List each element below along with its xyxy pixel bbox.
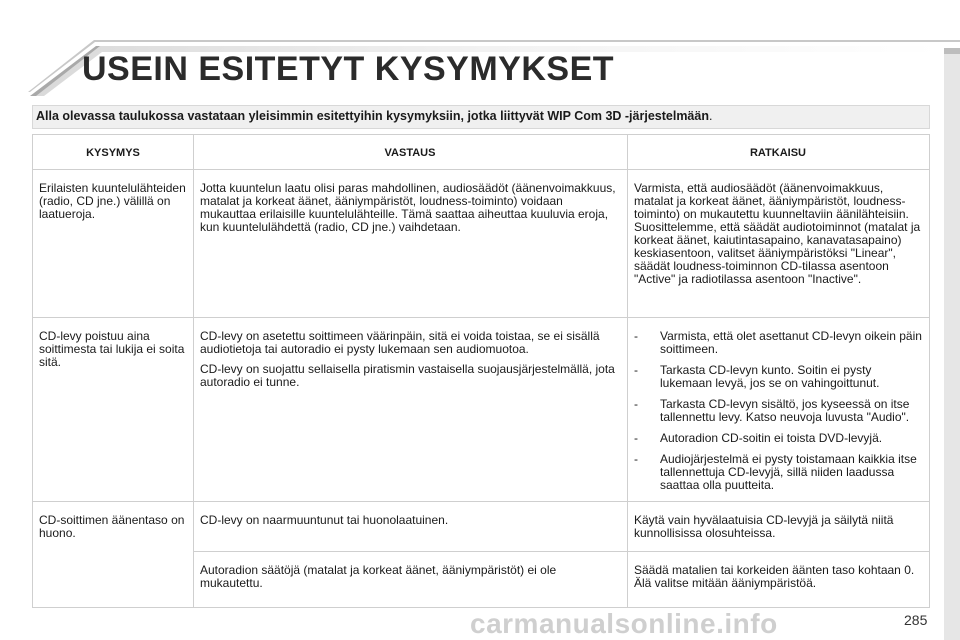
row-divider [33, 501, 929, 502]
answer-paragraph: CD-levy on suojattu sellaisella piratismin vastaisella suojausjärjestelmällä, jota autoradio ei tunne. [200, 362, 615, 389]
row-3-question: CD-soittimen äänentaso on huono. [39, 513, 185, 540]
answer-paragraph: CD-levy on naarmuuntunut tai huonolaatuinen. [200, 513, 449, 527]
row-2-solution [634, 330, 924, 500]
row-divider [33, 169, 929, 170]
header-solution: RATKAISU [749, 147, 806, 159]
row-1-answer [200, 182, 618, 241]
list-item: - Audiojärjestelmä ei pysty toistamaan kaikkia itse tallennettuja CD-levyjä, sillä niiden laadussa saattaa olla puutteita. [634, 452, 917, 492]
row-4-solution: Säädä matalien tai korkeiden äänten taso kohtaan 0. Älä valitse mitään ääniympäristöä. [634, 563, 915, 590]
page-number: 285 [904, 612, 928, 628]
row-3-answer [200, 514, 618, 534]
row-4-answer [200, 564, 618, 597]
answer-paragraph: CD-levy on asetettu soittimeen väärinpäin, sitä ei voida toistaa, se ei sisällä audiotietoja tai autoradio ei pysty lukemaan sen audiomuotoa. [200, 329, 600, 356]
header-answer: VASTAUS [384, 147, 436, 159]
intro-text: Alla olevassa taulukossa vastataan yleisimmin esitettyihin kysymyksiin, jotka liittyvät WIP Com 3D -järjestelmään. [36, 109, 713, 123]
column-divider [193, 135, 194, 607]
list-item: - Tarkasta CD-levyn sisältö, jos kyseessä on itse tallennettu levy. Katso neuvoja luvusta "Audio". [634, 397, 910, 424]
list-item: - Autoradion CD-soitin ei toista DVD-levyjä. [634, 431, 883, 445]
row-1-question: Erilaisten kuuntelulähteiden (radio, CD jne.) välillä on laatueroja. [39, 181, 186, 221]
watermark-text: carmanualsonline.info [470, 608, 778, 639]
row-2-answer [200, 330, 618, 396]
page-title: USEIN ESITETYT KYSYMYKSET [82, 50, 615, 88]
page-edge-strip [944, 48, 960, 640]
row-3-solution: Käytä vain hyvälaatuisia CD-levyjä ja säilytä niitä kunnollisissa olosuhteissa. [634, 513, 894, 540]
row-1-solution: Varmista, että audiosäädöt (äänenvoimakkuus, matalat ja korkeat äänet, ääniympäristöt, loudness-toiminto) on mukautettu kuunneltaviin äänilähteisiin. Suosittelemme, että säädät audiotoiminnot (matalat ja korkeat äänet, kaiutintasapaino, kanavatasapaino) keskiasentoon, valitset ääniympäristöksi "Linear", säädät loudness-toiminnon CD-tilassa asentoon "Active" ja radiotilassa asentoon "Inactive". [634, 181, 921, 286]
faq-table [32, 134, 930, 608]
row-divider [33, 317, 929, 318]
header-question: KYSYMYS [86, 147, 140, 159]
solution-list [634, 330, 924, 492]
list-item: - Tarkasta CD-levyn kunto. Soitin ei pysty lukemaan levyä, jos se on vahingoittunut. [634, 363, 880, 390]
answer-paragraph: Autoradion säätöjä (matalat ja korkeat äänet, ääniympäristöt) ei ole mukautettu. [200, 563, 557, 590]
answer-paragraph: Jotta kuuntelun laatu olisi paras mahdollinen, audiosäädöt (äänenvoimakkuus, matalat ja korkeat äänet, ääniympäristöt, loudness-toiminto) voidaan mukauttaa erilaisille kuuntelulähteille. Tämä saattaa aiheuttaa kuuluvia eroja, kun kuuntelulähdettä (radio, CD jne.) vaihdetaan. [200, 181, 616, 234]
row-2-question: CD-levy poistuu aina soittimesta tai lukija ei soita sitä. [39, 329, 185, 369]
column-divider [627, 135, 628, 607]
row-divider [193, 551, 929, 552]
list-item: - Varmista, että olet asettanut CD-levyn oikein päin soittimeen. [634, 329, 922, 356]
